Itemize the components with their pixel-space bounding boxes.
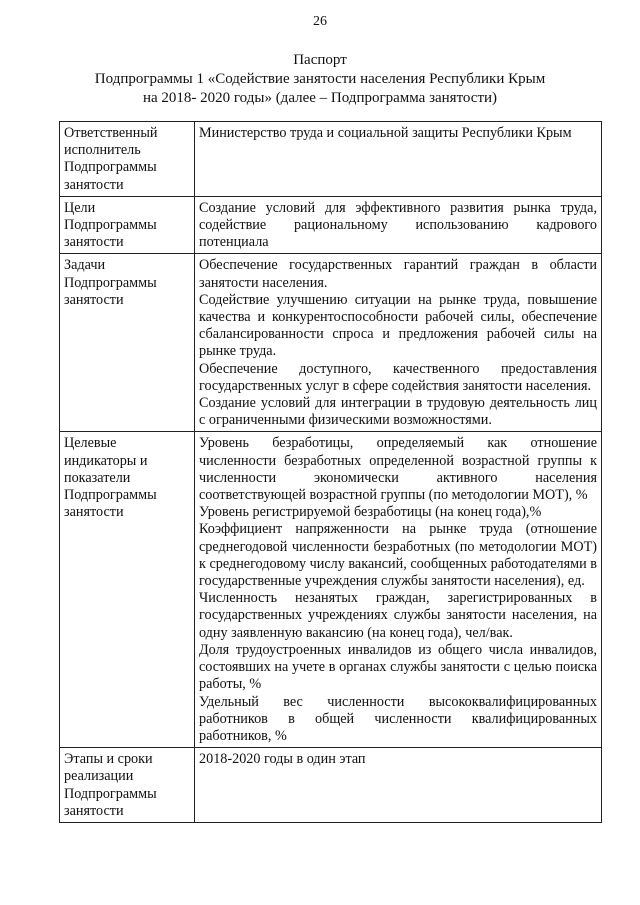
indicator-item: Уровень безработицы, определяемый как отношение численности безработных определенной возрастной группы к численности экономически активного населения соответствующей возрастной группы (по методологии МОТ), % [199,435,597,504]
label-stages: Этапы и сроки реализации Подпрограммы занятости [60,748,195,823]
label-indicators: Целевые индикаторы и показатели Подпрограммы занятости [60,432,195,748]
value-executor [195,122,602,197]
indicator-item: Коэффициент напряженности на рынке труда (отношение среднегодовой численности безработных (по методологии МОТ) к среднегодовому числу вакансий, сообщенных работодателями в государственные учреждения службы занятости населения), ед. [199,521,597,590]
goal-text: Создание условий для эффективного развития рынка труда, содействие рациональному использованию кадрового потенциала [199,199,597,251]
document-title [40,51,600,108]
title-line-period: на 2018- 2020 годы» (далее – Подпрограмма занятости) [142,90,498,106]
title-line-subprogram: Подпрограммы 1 «Содействие занятости населения Республики Крым [94,71,546,87]
table-row-indicators [60,432,602,748]
indicator-item: Уровень регистрируемой безработицы (на конец года),% [199,504,542,521]
value-stages [195,748,602,823]
indicator-item: Доля трудоустроенных инвалидов из общего числа инвалидов, состоявших на учете в органах службы занятости с целью поиска работы, % [199,641,597,693]
passport-table [59,121,602,823]
value-indicators [195,432,602,748]
executor-text: Министерство труда и социальной защиты Республики Крым [199,125,572,141]
task-item: Обеспечение доступного, качественного предоставления государственных услуг в сфере содействия занятости населения. [199,360,597,394]
task-item: Создание условий для интеграции в трудовую деятельность лиц с ограниченными физическими возможностями. [199,395,597,429]
value-goals [195,196,602,254]
label-executor: Ответственный исполнитель Подпрограммы занятости [60,122,195,197]
title-line-passport: Паспорт [293,52,347,68]
stages-text: 2018-2020 годы в один этап [199,751,366,768]
indicator-item: Удельный вес численности высококвалифицированных работников в общей численности квалифицированных работников, % [199,693,597,744]
page-number: 26 [313,14,327,29]
task-item: Обеспечение государственных гарантий граждан в области занятости населения. [199,257,597,291]
table-row-executor [60,122,602,197]
table-row-tasks [60,254,602,432]
task-item: Содействие улучшению ситуации на рынке труда, повышение качества и конкурентоспособности рабочей силы, обеспечение сбалансированности спроса и предложения рабочей силы на рынке труда. [199,291,597,360]
table-row-goals [60,196,602,254]
value-tasks [195,254,602,432]
label-goals: Цели Подпрограммы занятости [60,196,195,254]
table-row-stages [60,748,602,823]
indicator-item: Численность незанятых граждан, зарегистрированных в государственных учреждениях службы занятости населения, на одну заявленную вакансию (на конец года), чел/вак. [199,590,597,641]
label-tasks: Задачи Подпрограммы занятости [60,254,195,432]
